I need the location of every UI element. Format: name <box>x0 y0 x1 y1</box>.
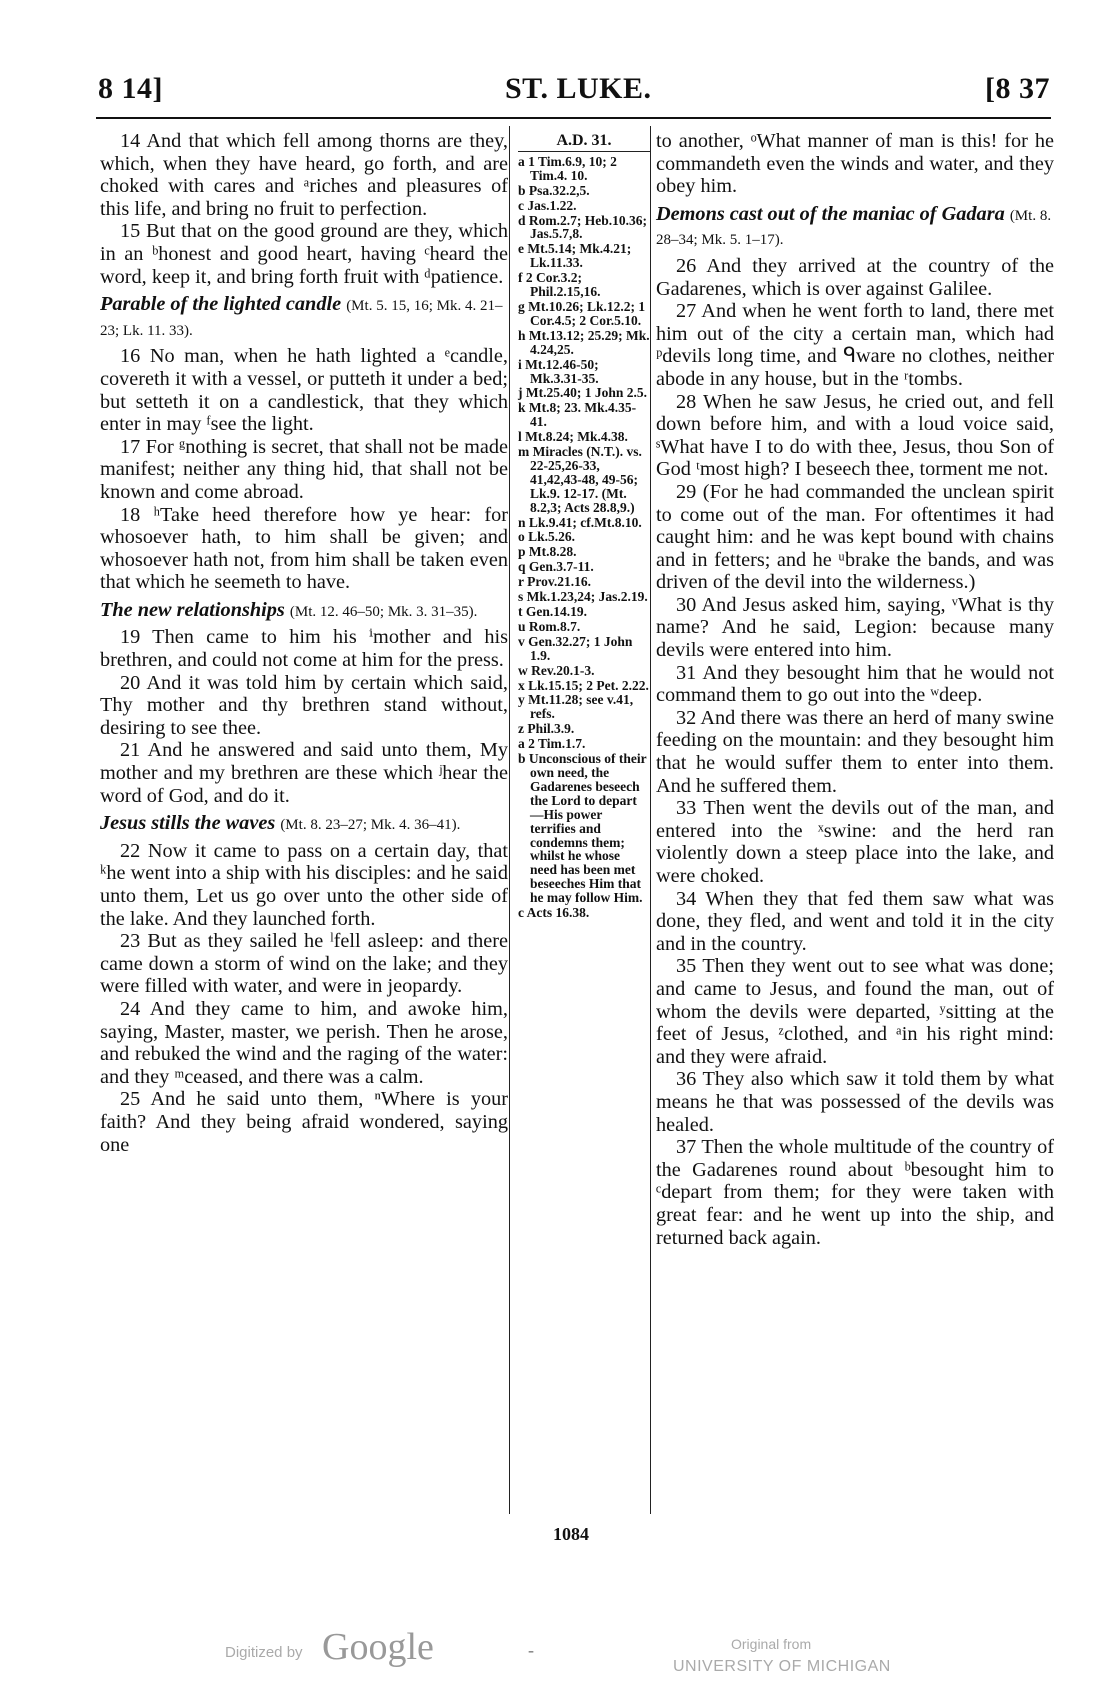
verse: 31 And they besought him that he would not command them to go out into the ʷdeep. <box>656 661 1054 707</box>
marginal-reference: d Rom.2.7; Heb.10.36; Jas.5.7,8. <box>518 212 647 242</box>
marginal-reference: a 1 Tim.6.9, 10; 2 Tim.4. 10. <box>518 153 617 183</box>
right-text-column <box>656 130 1054 1249</box>
verse: 26 And they arrived at the country of the Gadarenes, which is over against Galilee. <box>656 254 1054 300</box>
verse: 32 And there was there an herd of many swine feeding on the mountain: and they besought him that he would suffer them to enter into them. And he suffered them. <box>656 706 1054 797</box>
marginal-reference: x Lk.15.15; 2 Pet. 2.22. <box>518 677 649 693</box>
footer-dash: - <box>528 1640 534 1660</box>
verse: 33 Then went the devils out of the man, and entered into the ˣswine: and the herd ran violently down a steep place into the lake, and were choked. <box>656 797 1054 887</box>
section-heading-title: Parable of the lighted candle <box>100 293 342 316</box>
verse: 24 And they came to him, and awoke him, saying, Master, master, we perish. Then he arose, and rebuked the wind and the raging of the water: and they ᵐceased, and there was a calm. <box>100 997 508 1088</box>
section-heading <box>100 293 508 342</box>
google-logo: Google <box>322 1626 434 1668</box>
verse: 34 When they that fed them saw what was done, they fled, and went and told it in the city and in the country. <box>656 887 1054 955</box>
marginal-reference: r Prov.21.16. <box>518 574 591 590</box>
marginal-reference: g Mt.10.26; Lk.12.2; 1 Cor.4.5; 2 Cor.5.10. <box>518 298 646 328</box>
marginal-reference: w Rev.20.1-3. <box>518 662 595 678</box>
section-heading-title: Demons cast out of the maniac of Gadara <box>656 202 1005 225</box>
header-book-title: ST. LUKE. <box>505 72 652 105</box>
marginal-reference: b Unconscious of their own need, the Gadarenes beseech the Lord to depart—His power terrifies and condemns them; whilst he whose need has been met beseeches Him that he may follow Him. <box>518 751 647 906</box>
verse: 30 And Jesus asked him, saying, ᵛWhat is thy name? And he said, Legion: because many devils were entered into him. <box>656 593 1054 662</box>
section-heading <box>100 599 508 624</box>
verse: 37 Then the whole multitude of the country of the Gadarenes round about ᵇbesought him to ᶜdepart from them; for they were taken with great fear: and he went up into the ship, and returned back again. <box>656 1136 1054 1249</box>
verse: 36 They also which saw it told them by what means he that was possessed of the devils was healed. <box>656 1068 1054 1136</box>
verse: 35 Then they went out to see what was done; and came to Jesus, and found the man, out of whom the devils were departed, ʸsitting at the feet of Jesus, ᶻclothed, and ᵃin his right mind: and they were afraid. <box>656 955 1054 1068</box>
header-rule <box>96 117 1051 119</box>
reference-list <box>518 155 650 920</box>
verse: 21 And he answered and said unto them, My mother and my brethren are these which ʲhear the word of God, and do it. <box>100 739 508 807</box>
original-from-label: Original from <box>731 1636 812 1652</box>
marginal-reference: q Gen.3.7-11. <box>518 559 594 575</box>
verse: 17 For ᵍnothing is secret, that shall not be made manifest; neither any thing hid, that shall not be known and come abroad. <box>100 435 508 503</box>
verse: 25 And he said unto them, ⁿWhere is your faith? And they being afraid wondered, saying one <box>100 1088 508 1156</box>
marginal-reference: s Mk.1.23,24; Jas.2.19. <box>518 589 648 605</box>
verse: 29 (For he had commanded the unclean spirit to come out of the man. For oftentimes it had caught him: and he was kept bound with chains and in fetters; and he ᵘbrake the bands, and was driven of the devil into the wilderness.) <box>656 480 1054 594</box>
marginal-reference: u Rom.8.7. <box>518 618 581 634</box>
section-heading <box>100 812 508 837</box>
marginal-reference: l Mt.8.24; Mk.4.38. <box>518 429 628 445</box>
institution-label: UNIVERSITY OF MICHIGAN <box>673 1658 891 1675</box>
marginal-reference: y Mt.11.28; see v.41, refs. <box>518 692 634 722</box>
section-heading-reference: (Mt. 8. 28–34; Mk. 5. 1–17). <box>656 207 1052 249</box>
digitized-by-label: Digitized by <box>225 1644 303 1661</box>
verse: to another, ᵒWhat manner of man is this! for he commandeth even the winds and water, and they obey him. <box>656 130 1054 198</box>
section-heading-reference: (Mt. 5. 15, 16; Mk. 4. 21–23; Lk. 11. 33). <box>100 298 503 339</box>
verse: 27 And when he went forth to land, there met him out of the city a certain man, which had ᵖdevils long time, and ᑫware no clothes, neither abode in any house, but in the ʳtombs. <box>656 300 1054 390</box>
marginal-reference: j Mt.25.40; 1 John 2.5. <box>518 385 647 401</box>
verse: 15 But that on the good ground are they, which in an ᵇhonest and good heart, having ᶜheard the word, keep it, and bring forth fruit with ᵈpatience. <box>100 220 508 288</box>
verse: 18 ʰTake heed therefore how ye hear: for whosoever hath, to him shall be given; and whosoever hath not, from him shall be taken even that which he seemeth to have. <box>100 503 508 594</box>
marginal-reference: c Jas.1.22. <box>518 197 577 213</box>
marginal-reference: h Mt.13.12; 25.29; Mk. 4.24,25. <box>518 327 650 357</box>
header-left-verse-range: 8 14] <box>98 72 163 105</box>
marginal-reference: v Gen.32.27; 1 John 1.9. <box>518 633 633 663</box>
section-heading-title: Jesus stills the waves <box>100 812 276 835</box>
verse: 14 And that which fell among thorns are they, which, when they have heard, go forth, and are choked with cares and ᵃriches and pleasures of this life, and bring no fruit to perfection. <box>100 130 508 220</box>
left-text-column <box>100 130 508 1156</box>
marginal-references-column <box>518 134 650 921</box>
marginal-reference: t Gen.14.19. <box>518 604 587 619</box>
column-divider-right <box>650 126 651 1514</box>
marginal-reference: f 2 Cor.3.2; Phil.2.15,16. <box>518 270 601 300</box>
verse: 16 No man, when he hath lighted a ᵉcandle, covereth it with a vessel, or putteth it under a bed; but setteth it on a candlestick, that they which enter in may ᶠsee the light. <box>100 345 508 436</box>
marginal-reference: z Phil.3.9. <box>518 721 575 737</box>
marginal-reference: n Lk.9.41; cf.Mt.8.10. <box>518 514 642 530</box>
marginal-reference: a 2 Tim.1.7. <box>518 736 586 752</box>
marginal-reference: i Mt.12.46-50; Mk.3.31-35. <box>518 356 599 386</box>
marginal-reference: c Acts 16.38. <box>518 905 590 921</box>
section-heading <box>656 203 1054 252</box>
marginal-reference: m Miracles (N.T.). vs. 22-25,26-33, 41,42,43-48, 49-56; Lk.9. 12-17. (Mt. 8.2,3; Acts 28.8,9.) <box>518 444 642 515</box>
page-number: 1084 <box>553 1524 589 1544</box>
marginal-reference: e Mt.5.14; Mk.4.21; Lk.11.33. <box>518 241 632 271</box>
header-right-verse-range: [8 37 <box>985 72 1050 105</box>
era-label: A.D. 31. <box>518 134 650 152</box>
column-divider-left <box>509 126 510 1514</box>
verse: 28 When he saw Jesus, he cried out, and fell down before him, and with a loud voice said, ˢWhat have I to do with thee, Jesus, thou Son of God ᵗmost high? I beseech thee, torment me not. <box>656 390 1054 481</box>
marginal-reference: o Lk.5.26. <box>518 529 576 545</box>
section-heading-reference: (Mt. 12. 46–50; Mk. 3. 31–35). <box>289 603 478 620</box>
verse: 19 Then came to him his ⁱmother and his brethren, and could not come at him for the press. <box>100 626 508 672</box>
section-heading-reference: (Mt. 8. 23–27; Mk. 4. 36–41). <box>280 817 461 834</box>
marginal-reference: k Mt.8; 23. Mk.4.35-41. <box>518 400 637 430</box>
verse: 23 But as they sailed he ˡfell asleep: and there came down a storm of wind on the lake; and they were filled with water, and were in jeopardy. <box>100 930 508 998</box>
verse: 22 Now it came to pass on a certain day, that ᵏhe went into a ship with his disciples: and he said unto them, Let us go over unto the other side of the lake. And they launched forth. <box>100 839 508 930</box>
verse: 20 And it was told him by certain which said, Thy mother and thy brethren stand without, desiring to see thee. <box>100 671 508 739</box>
marginal-reference: b Psa.32.2,5. <box>518 182 590 198</box>
section-heading-title: The new relationships <box>100 598 285 621</box>
marginal-reference: p Mt.8.28. <box>518 544 577 560</box>
